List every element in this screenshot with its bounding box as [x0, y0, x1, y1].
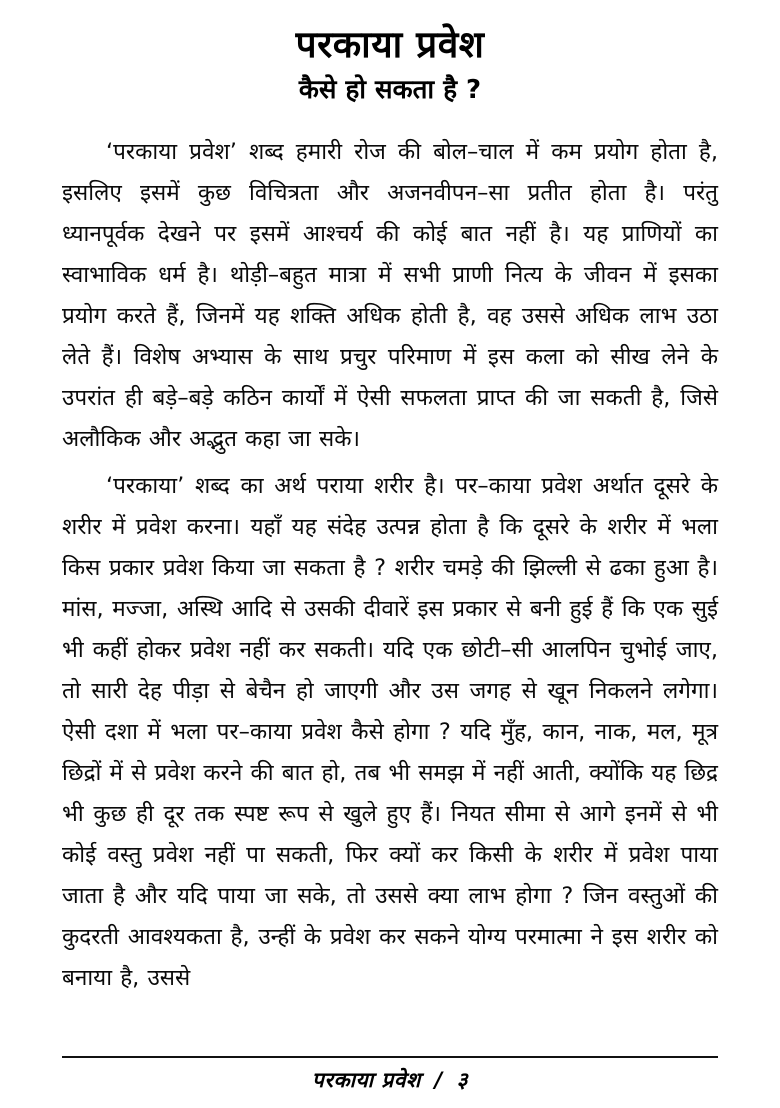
footer-running-title: परकाया प्रवेश	[311, 1068, 421, 1092]
page-title: परकाया प्रवेश	[295, 23, 485, 66]
footer-separator: /	[434, 1068, 443, 1092]
footer-page-number: ३	[456, 1068, 469, 1092]
title-block	[62, 24, 718, 106]
paragraph-2: ‘परकाया’ शब्द का अर्थ पराया शरीर है। पर–काया प्रवेश अर्थात दूसरे के शरीर में प्रवेश करना। यहाँ यह संदेह उत्पन्न होता है कि दूसरे के शरीर में भला किस प्रकार प्रवेश किया जा सकता है ? शरीर चमड़े की झिल्ली से ढका हुआ है। मांस, मज्जा, अस्थि आदि से उसकी दीवारें इस प्रकार से बनी हुई हैं कि एक सुई भी कहीं होकर प्रवेश नहीं कर सकती। यदि एक छोटी–सी आलपिन चुभोई जाए, तो सारी देह पीड़ा से बेचैन हो जाएगी और उस जगह से खून निकलने लगेगा। ऐसी दशा में भला पर–काया प्रवेश कैसे होगा ? यदि मुँह, कान, नाक, मल, मूत्र छिद्रों में से प्रवेश करने की बात हो, तब भी समझ में नहीं आती, क्योंकि यह छिद्र भी कुछ ही दूर तक स्पष्ट रूप से खुले हुए हैं। नियत सीमा से आगे इनमें से भी कोई वस्तु प्रवेश नहीं पा सकती, फिर क्यों कर किसी के शरीर में प्रवेश पाया जाता है और यदि पाया जा सके, तो उससे क्या लाभ होगा ? जिन वस्तुओं की कुदरती आवश्यकता है, उन्हीं के प्रवेश कर सकने योग्य परमात्मा ने इस शरीर को बनाया है, उससे	[62, 472, 718, 991]
paragraph-1: ‘परकाया प्रवेश’ शब्द हमारी रोज की बोल–चाल में कम प्रयोग होता है, इसलिए इसमें कुछ विचित्रता और अजनवीपन–सा प्रतीत होता है। परंतु ध्यानपूर्वक देखने पर इसमें आश्चर्य की कोई बात नहीं है। यह प्राणियों का स्वाभाविक धर्म है। थोड़ी–बहुत मात्रा में सभी प्राणी नित्य के जीवन में इसका प्रयोग करते हैं, जिनमें यह शक्ति अधिक होती है, वह उससे अधिक लाभ उठा लेते हैं। विशेष अभ्यास के साथ प्रचुर परिमाण में इस कला को सीख लेने के उपरांत ही बड़े–बड़े कठिन कार्यों में ऐसी सफलता प्राप्त की जा सकती है, जिसे अलौकिक और अद्भुत कहा जा सके।	[62, 138, 718, 452]
footer-line	[62, 1066, 718, 1094]
body-text	[62, 132, 718, 999]
page-subtitle: कैसे हो सकता है ?	[298, 74, 482, 105]
page-footer	[62, 1056, 718, 1094]
footer-divider	[62, 1056, 718, 1058]
